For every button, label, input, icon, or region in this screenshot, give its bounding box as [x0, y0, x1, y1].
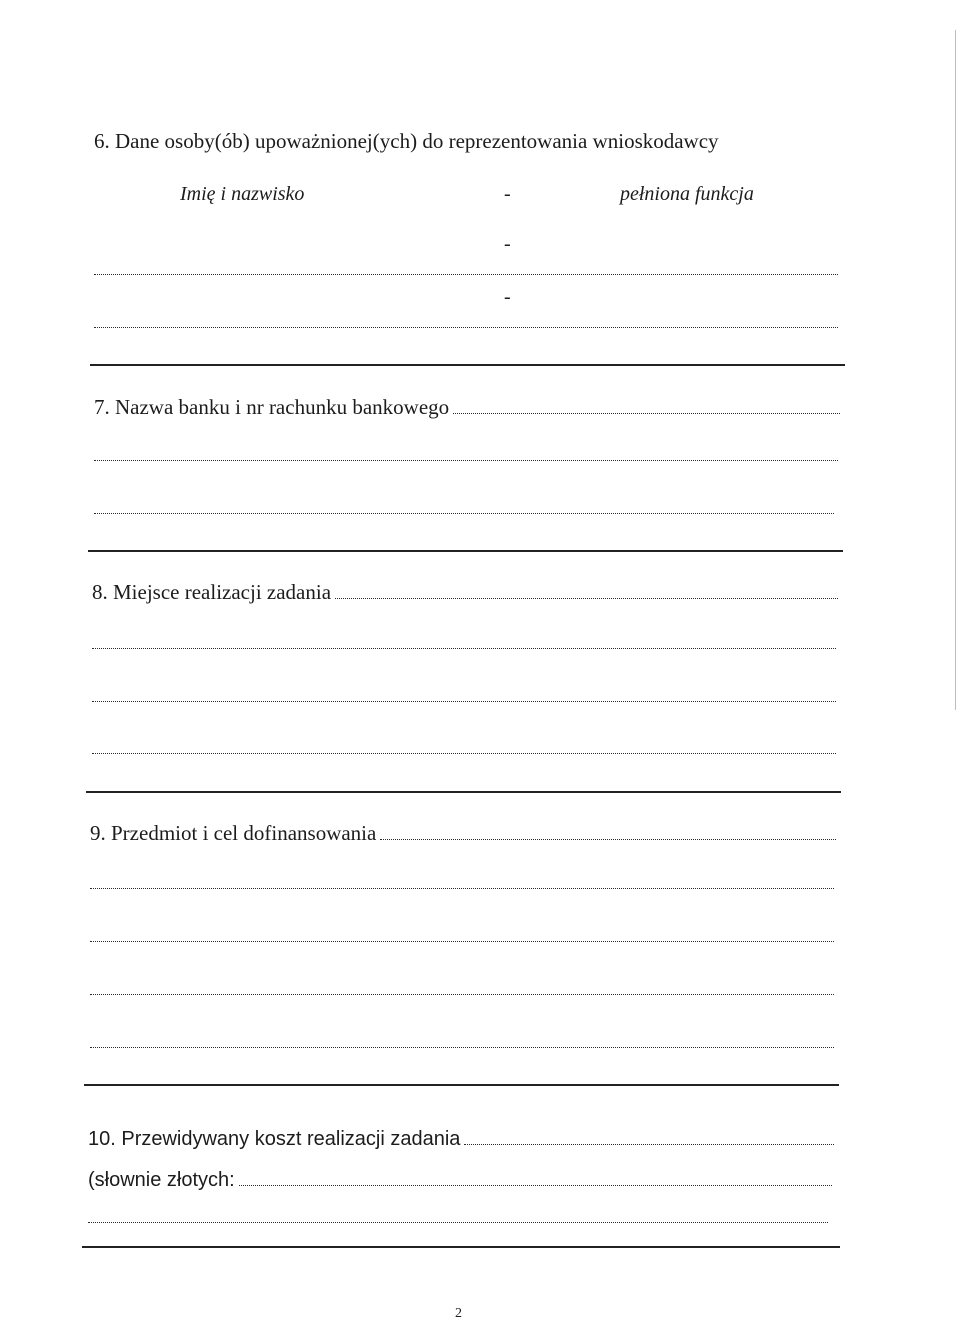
section-7-title: 7. Nazwa banku i nr rachunku bankowego: [94, 395, 450, 419]
section-9-fill-line[interactable]: [380, 839, 836, 840]
section-10-words-row: [88, 1170, 832, 1190]
column-name-label: Imię i nazwisko: [180, 183, 305, 205]
section-divider: [84, 1084, 839, 1086]
section-8-entry-line-2[interactable]: [92, 701, 836, 702]
section-7-entry-line-1[interactable]: [94, 460, 838, 461]
section-8-row: [92, 582, 838, 603]
section-divider: [90, 364, 845, 366]
section-6-entry-line-2[interactable]: [94, 327, 838, 328]
section-9-entry-line-2[interactable]: [90, 941, 834, 942]
section-8-entry-line-3[interactable]: [92, 753, 836, 754]
section-10-title: 10. Przewidywany koszt realizacji zadania: [88, 1128, 461, 1150]
amount-in-words-fill-line[interactable]: [239, 1185, 832, 1186]
section-7-row: [94, 397, 840, 418]
section-7-entry-line-2[interactable]: [94, 513, 834, 514]
section-9-title: 9. Przedmiot i cel dofinansowania: [90, 821, 377, 845]
section-10-fill-line[interactable]: [464, 1144, 834, 1145]
column-function-label: pełniona funkcja: [620, 183, 754, 205]
section-8-fill-line[interactable]: [335, 598, 838, 599]
section-9-entry-line-4[interactable]: [90, 1047, 834, 1048]
section-divider: [82, 1246, 840, 1248]
section-8-title: 8. Miejsce realizacji zadania: [92, 580, 332, 604]
section-6-title: 6. Dane osoby(ób) upoważnionej(ych) do reprezentowania wnioskodawcy: [94, 129, 719, 153]
row-2-separator: -: [504, 286, 511, 308]
section-6-entry-line-1[interactable]: [94, 274, 838, 275]
column-separator: -: [504, 183, 511, 205]
section-9-row: [90, 823, 836, 844]
section-9-entry-line-1[interactable]: [90, 888, 834, 889]
page-number: 2: [455, 1306, 462, 1321]
section-8-entry-line-1[interactable]: [92, 648, 836, 649]
row-1-separator: -: [504, 233, 511, 255]
section-10-row: [88, 1129, 834, 1149]
section-10-entry-line-1[interactable]: [88, 1222, 828, 1223]
section-divider: [86, 791, 841, 793]
section-9-entry-line-3[interactable]: [90, 994, 834, 995]
section-7-fill-line[interactable]: [453, 413, 840, 414]
section-divider: [88, 550, 843, 552]
amount-in-words-label: (słownie złotych:: [88, 1169, 235, 1191]
scan-edge: [955, 30, 956, 710]
